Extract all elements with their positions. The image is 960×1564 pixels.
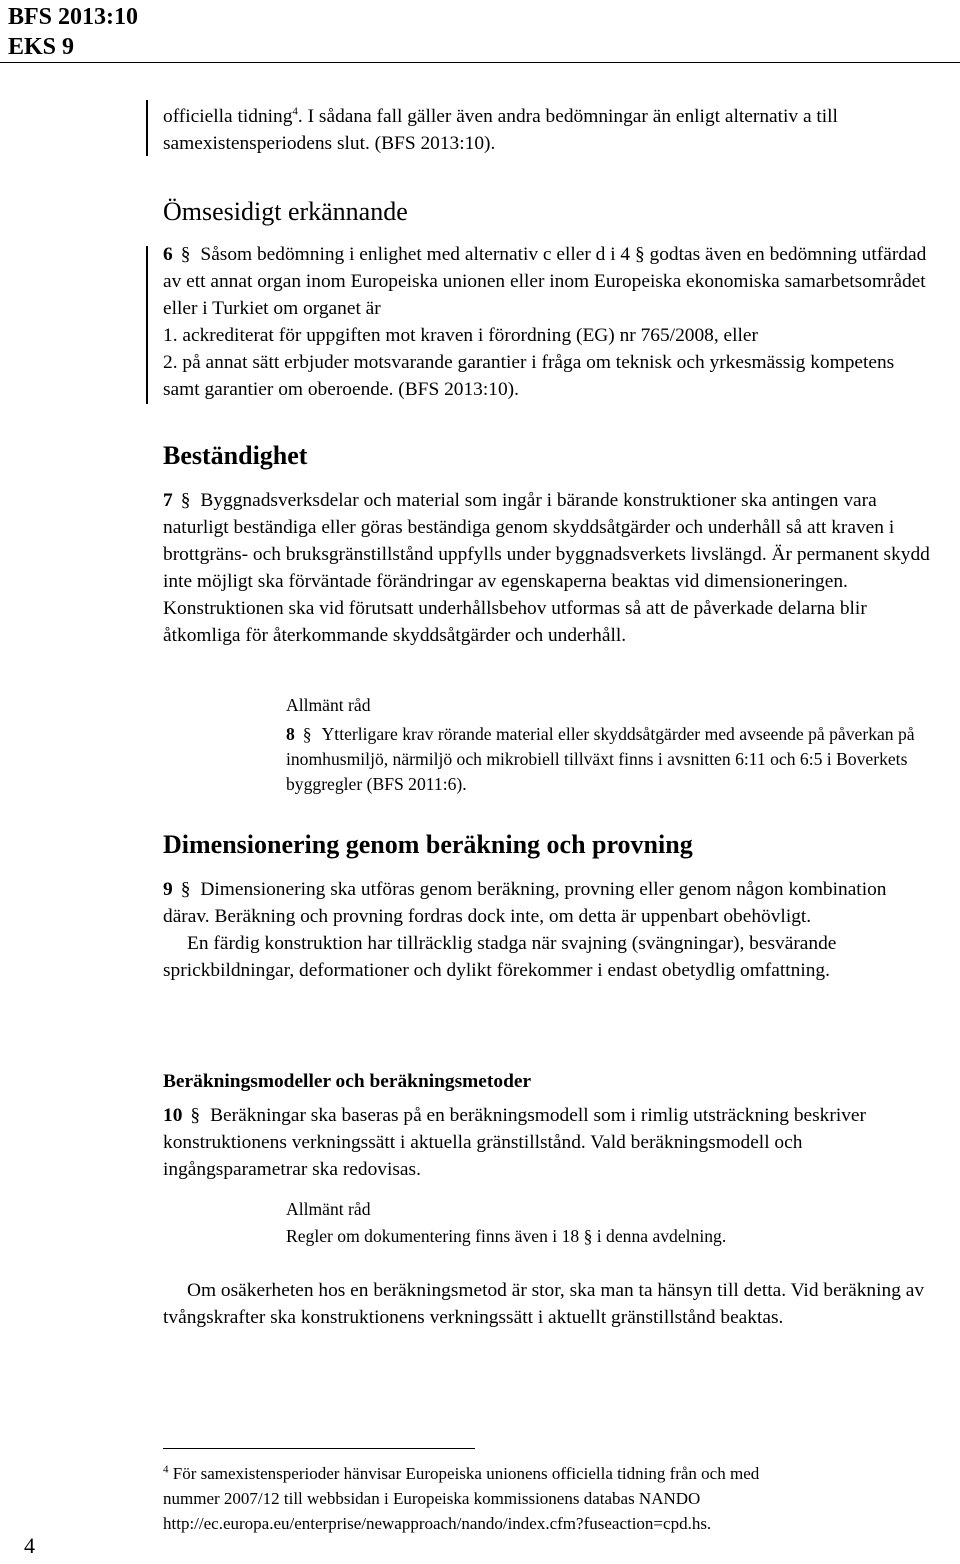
general-advice-10	[286, 1197, 946, 1249]
section-heading: Beständighet	[163, 441, 308, 470]
paragraph-number: 9	[163, 879, 173, 900]
paragraph-9-second: En färdig konstruktion har tillräcklig stadga när svajning (svängningar), besvärande sprickbildningar, deformationer och dylikt förekommer i endast obetydlig omfattning.	[163, 933, 837, 981]
section-heading: Ömsesidigt erkännande	[163, 197, 408, 226]
header-rule	[0, 62, 960, 63]
paragraph-10-second: Om osäkerheten hos en beräkningsmetod är stor, ska man ta hänsyn till detta. Vid beräkning av tvångskrafter ska konstruktionens verkningssätt i aktuellt gränstillstånd beaktas.	[163, 1280, 925, 1328]
section-sign: §	[302, 724, 312, 744]
section-sign: §	[180, 490, 191, 511]
header-bfs: BFS 2013:10	[8, 4, 139, 30]
advice-label: Allmänt råd	[286, 1199, 371, 1219]
paragraph-10: 10 § Beräkningar ska baseras på en beräkningsmodell som i rimlig utsträckning beskriver konstruktionens verkningssätt i aktuella gränstillstånd. Vald beräkningsmodell och ingångsparametrar ska redovisas.	[163, 1102, 953, 1183]
section-durability	[163, 440, 953, 472]
page-number: 4	[24, 1533, 35, 1558]
header-eks: EKS 9	[8, 34, 75, 60]
section-dimensioning	[163, 829, 953, 861]
list-item-1: 1. ackrediterat för uppgiften mot kraven i förordning (EG) nr 765/2008, eller	[163, 325, 758, 346]
section-heading: Dimensionering genom beräkning och provning	[163, 830, 693, 859]
advice-text: Regler om dokumentering finns även i 18 § i denna avdelning.	[286, 1226, 727, 1246]
footnote-mark: 4	[163, 1463, 169, 1476]
advice-number: 8	[286, 724, 295, 744]
general-advice-8: Allmänt råd 8 § Ytterligare krav rörande material eller skyddsåtgärder med avseende på påverkan på inomhusmiljö, närmiljö och mikrobiell tillväxt finns i avsnitten 6:11 och 6:5 i Boverkets byggregler (BFS 2011:6).	[286, 693, 946, 797]
change-bar-top	[146, 100, 148, 156]
footnote: $^4$ För samexistensperioder hänvisar Europeiska unionens officiella tidning från och med nummer 2007/12 till webbsidan i Europeiska kommissionens databas NANDO http://ec.europa.eu/enterprise/newapproach/nando/index.cfm?fuseaction=cpd.hs.	[163, 1461, 943, 1536]
paragraph-number: 10	[163, 1105, 183, 1126]
paragraph-number: 7	[163, 490, 173, 511]
change-bar-section-6	[146, 246, 148, 404]
running-header	[8, 2, 138, 62]
section-heading: Beräkningsmodeller och beräkningsmetoder	[163, 1071, 532, 1092]
footnote-ref[interactable]: 4	[292, 105, 298, 118]
list-item-2: 2. på annat sätt erbjuder motsvarande garantier i fråga om teknisk och yrkesmässig kompetens samt garantier om oberoende. (BFS 2013:10).	[163, 352, 895, 400]
top-paragraph: officiella tidning$^4$. I sådana fall gäller även andra bedömningar än enligt alternativ a till samexistensperiodens slut. (BFS 2013:10).	[163, 105, 838, 154]
section-mutual-recognition	[163, 196, 953, 228]
paragraph-6: 6 § Såsom bedömning i enlighet med alternativ c eller d i 4 § godtas även en bedömning utfärdad av ett annat organ inom Europeiska unionen eller inom Europeiska ekonomiska samarbetsområdet eller i Turkiet om organet är 1. ackrediterat för uppgiften mot kraven i förordning (EG) nr 765/2008, eller 2. på annat sätt erbjuder motsvarande garantier i fråga om teknisk och yrkesmässig kompetens samt garantier om oberoende. (BFS 2013:10).	[163, 241, 953, 403]
section-sign: §	[190, 1105, 201, 1126]
footnote-rule	[163, 1448, 475, 1449]
section-sign: §	[180, 244, 191, 265]
section-sign: §	[180, 879, 191, 900]
paragraph-number: 6	[163, 244, 173, 265]
paragraph-7: 7 § Byggnadsverksdelar och material som ingår i bärande konstruktioner ska antingen vara naturligt beständiga eller göras beständiga genom skyddsåtgärder och underhåll så att kraven i brottgräns- och bruksgränstillstånd uppfylls under byggnadsverkets livslängd. Är permanent skydd inte möjligt ska förväntade förändringar av egenskaperna beaktas vid dimensioneringen. Konstruktionen ska vid förutsatt underhållsbehov utformas så att de påverkade delarna blir åtkomliga för återkommande skyddsåtgärder och underhåll.	[163, 487, 953, 649]
advice-label: Allmänt råd	[286, 695, 371, 715]
paragraph-9: 9 § Dimensionering ska utföras genom beräkning, provning eller genom någon kombination därav. Beräkning och provning fordras dock inte, om detta är uppenbart obehövligt. En färdig konstruktion har tillräcklig stadga när svajning (svängningar), besvärande sprickbildningar, deformationer och dylikt förekommer i endast obetydlig omfattning.	[163, 876, 953, 984]
footnote-url[interactable]: http://ec.europa.eu/enterprise/newapproach/nando/index.cfm?fuseaction=cpd.hs.	[163, 1514, 712, 1533]
section-calculation-models	[163, 1068, 953, 1095]
